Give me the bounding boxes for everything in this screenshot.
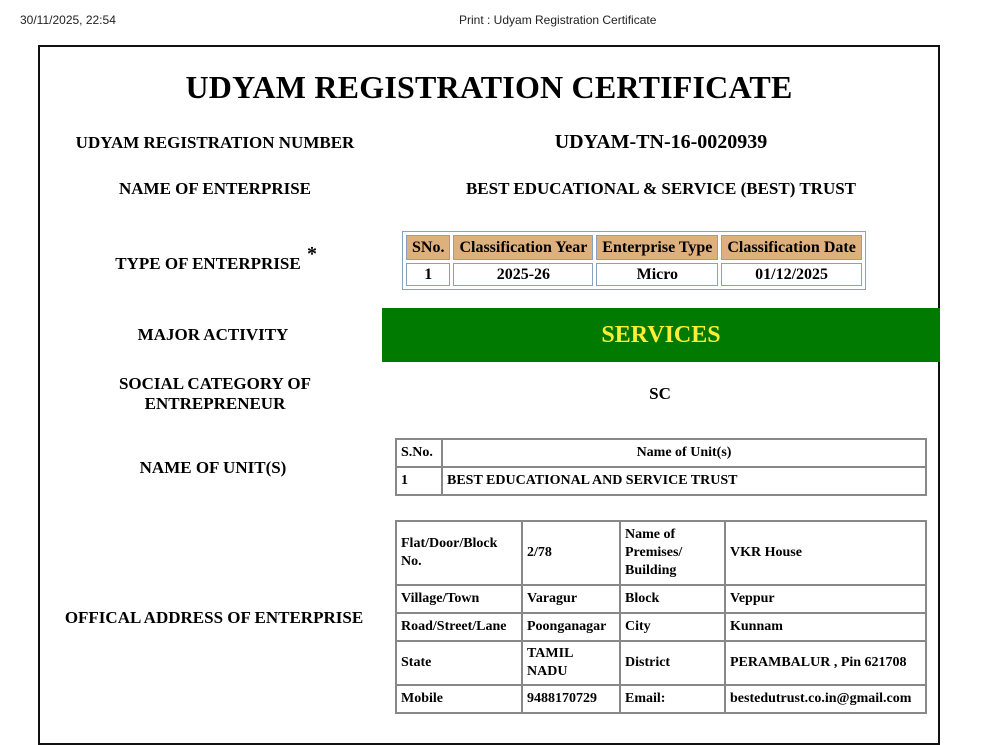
major-activity-label: MAJOR ACTIVITY <box>137 325 289 344</box>
address-field-label: Block <box>620 585 725 613</box>
classification-date: 01/12/2025 <box>721 263 861 286</box>
address-field-label: Village/Town <box>396 585 522 613</box>
address-field-label: District <box>620 641 725 685</box>
address-field-label: Flat/Door/Block No. <box>396 521 522 585</box>
print-datetime: 30/11/2025, 22:54 <box>20 13 116 27</box>
required-asterisk: * <box>307 243 317 265</box>
table-row <box>396 467 926 495</box>
address-field-value: Varagur <box>522 585 620 613</box>
major-activity-banner: SERVICES <box>382 308 940 362</box>
unit-name: BEST EDUCATIONAL AND SERVICE TRUST <box>442 467 926 495</box>
units-table <box>395 438 927 496</box>
social-category-label <box>80 374 350 414</box>
address-label: OFFICAL ADDRESS OF ENTERPRISE <box>64 608 364 627</box>
address-field-value: VKR House <box>725 521 926 585</box>
classification-year: 2025-26 <box>453 263 593 286</box>
classification-header-type: Enterprise Type <box>596 235 718 260</box>
social-category: SC <box>649 384 671 403</box>
enterprise-type: Micro <box>596 263 718 286</box>
units-label: NAME OF UNIT(S) <box>139 458 287 477</box>
units-header-sno: S.No. <box>396 439 442 467</box>
units-header-name: Name of Unit(s) <box>442 439 926 467</box>
certificate <box>38 45 940 745</box>
address-field-value: PERAMBALUR , Pin 621708 <box>725 641 926 685</box>
address-field-value: Poonganagar <box>522 613 620 641</box>
address-field-label: Name of Premises/ Building <box>620 521 725 585</box>
table-row <box>396 613 926 641</box>
classification-sno: 1 <box>406 263 450 286</box>
address-field-value: Kunnam <box>725 613 926 641</box>
print-title: Print : Udyam Registration Certificate <box>459 13 657 27</box>
classification-header-year: Classification Year <box>453 235 593 260</box>
table-row <box>406 263 862 286</box>
table-row <box>396 585 926 613</box>
enterprise-type-label: TYPE OF ENTERPRISE <box>115 254 301 273</box>
address-field-value: 9488170729 <box>522 685 620 713</box>
address-table <box>395 520 927 714</box>
social-category-label-line2: ENTREPRENEUR <box>144 394 286 413</box>
address-field-label: State <box>396 641 522 685</box>
classification-header-sno: SNo. <box>406 235 450 260</box>
enterprise-name: BEST EDUCATIONAL & SERVICE (BEST) TRUST <box>465 179 857 198</box>
registration-number-label: UDYAM REGISTRATION NUMBER <box>75 133 355 152</box>
classification-header-date: Classification Date <box>721 235 861 260</box>
address-field-label: Mobile <box>396 685 522 713</box>
table-row <box>396 521 926 585</box>
table-row <box>396 641 926 685</box>
certificate-title: UDYAM REGISTRATION CERTIFICATE <box>185 69 793 105</box>
classification-table <box>402 231 866 290</box>
registration-number: UDYAM-TN-16-0020939 <box>554 131 768 153</box>
address-field-label: City <box>620 613 725 641</box>
address-field-value: TAMIL NADU <box>522 641 620 685</box>
enterprise-name-label: NAME OF ENTERPRISE <box>118 179 312 198</box>
address-field-value: Veppur <box>725 585 926 613</box>
address-field-value: bestedutrust.co.in@gmail.com <box>725 685 926 713</box>
address-field-value: 2/78 <box>522 521 620 585</box>
address-field-label: Road/Street/Lane <box>396 613 522 641</box>
table-row <box>396 685 926 713</box>
social-category-label-line1: SOCIAL CATEGORY OF <box>118 374 312 393</box>
unit-sno: 1 <box>396 467 442 495</box>
address-field-label: Email: <box>620 685 725 713</box>
